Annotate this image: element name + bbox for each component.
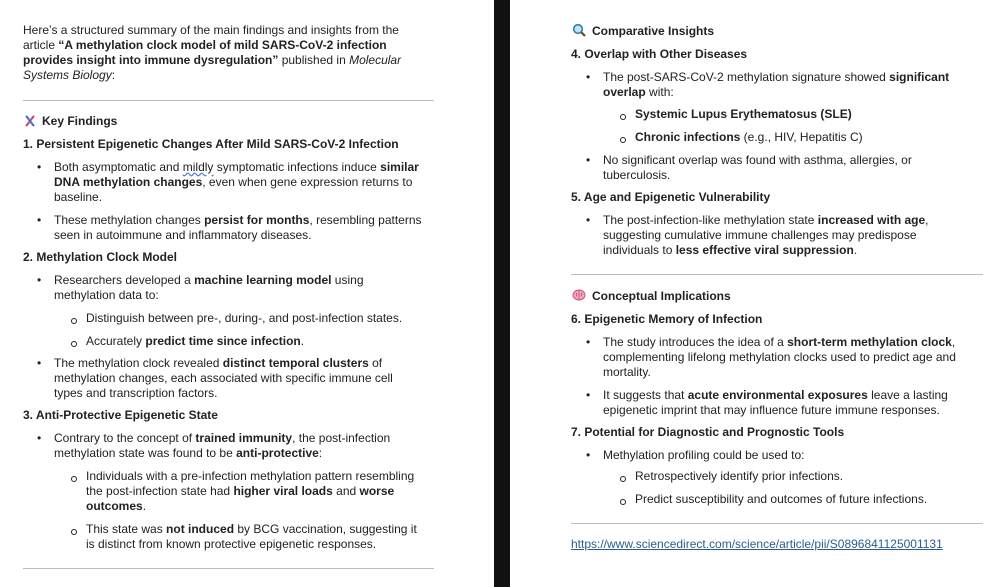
s6-bullet-1-line-2: complementing lifelong methylation clocks used to predict age and: [603, 350, 956, 364]
s2-bullet-2-line-2: methylation changes, each associated with specific immune cell: [54, 371, 393, 385]
s7-sub-2: Predict susceptibility and outcomes of future infections.: [635, 492, 928, 506]
s1-bullet-2-line-2: seen in autoimmune and inflammatory diseases.: [54, 228, 312, 242]
s2-bullet-2-line-3: types and transcription factors.: [54, 386, 218, 400]
sub-bullet-circle: [620, 114, 626, 120]
bullet-dot: •: [37, 160, 42, 174]
s5-bullet-1-line-3: individuals to less effective viral suppression.: [603, 243, 858, 257]
s4-bullet-2-line-1: No significant overlap was found with asthma, allergies, or: [603, 153, 912, 167]
source-link[interactable]: https://www.sciencedirect.com/science/article/pii/S0896841125001131: [571, 537, 943, 551]
s4-bullet-2-line-2: tuberculosis.: [603, 168, 671, 182]
bullet-dot: •: [37, 273, 42, 287]
sub-bullet-circle: [620, 499, 626, 505]
divider-rule: [571, 274, 983, 275]
divider-rule: [571, 523, 983, 524]
comparative-title: Comparative Insights: [592, 24, 715, 38]
pane-divider: [494, 0, 510, 587]
section-7-heading: 7. Potential for Diagnostic and Prognostic Tools: [571, 425, 845, 439]
bullet-dot: •: [37, 356, 42, 370]
intro-line-4: Systems Biology:: [23, 68, 116, 82]
sub-bullet-circle: [620, 476, 626, 482]
s7-sub-1: Retrospectively identify prior infections.: [635, 469, 844, 483]
s4-sub-2: Chronic infections (e.g., HIV, Hepatitis C): [635, 130, 863, 144]
s3-sub-1-line-1: Individuals with a pre-infection methylation pattern resembling: [86, 469, 415, 483]
intro-line-2: article “A methylation clock model of mild SARS-CoV-2 infection: [23, 38, 387, 52]
s1-bullet-1-line-1: Both asymptomatic and mildly symptomatic infections induce similar: [54, 160, 419, 174]
right-document-pane[interactable]: [510, 0, 1000, 587]
s3-sub-2-line-1: This state was not induced by BCG vaccination, suggesting it: [86, 522, 417, 536]
bullet-dot: •: [37, 213, 42, 227]
intro-line-1: Here’s a structured summary of the main findings and insights from the: [23, 23, 399, 37]
s2-bullet-2-line-1: The methylation clock revealed distinct temporal clusters of: [54, 356, 383, 370]
bullet-dot: •: [586, 388, 591, 402]
sub-bullet-circle: [71, 529, 77, 535]
s7-bullet-1: Methylation profiling could be used to:: [603, 448, 805, 462]
s5-bullet-1-line-2: suggesting cumulative immune challenges may predispose: [603, 228, 917, 242]
s6-bullet-2-line-2: epigenetic imprint that may influence future immune responses.: [603, 403, 940, 417]
bullet-dot: •: [586, 335, 591, 349]
s4-sub-1: Systemic Lupus Erythematosus (SLE): [635, 107, 852, 121]
s6-bullet-1-line-3: mortality.: [603, 365, 651, 379]
divider-rule: [23, 100, 434, 101]
left-document-pane[interactable]: [0, 0, 494, 587]
section-1-heading: 1. Persistent Epigenetic Changes After Mild SARS-CoV-2 Infection: [23, 137, 399, 151]
s3-sub-1-line-3: outcomes.: [86, 499, 147, 513]
section-6-heading: 6. Epigenetic Memory of Infection: [571, 312, 763, 326]
bullet-dot: •: [586, 70, 591, 84]
section-4-heading: 4. Overlap with Other Diseases: [571, 47, 748, 61]
dna-icon: [23, 114, 37, 128]
bullet-dot: •: [586, 448, 591, 462]
bullet-dot: •: [586, 153, 591, 167]
s6-bullet-1-line-1: The study introduces the idea of a short-term methylation clock,: [603, 335, 956, 349]
s3-sub-2-line-2: is distinct from known protective epigenetic responses.: [86, 537, 377, 551]
sub-bullet-circle: [71, 341, 77, 347]
section-3-heading: 3. Anti-Protective Epigenetic State: [23, 408, 218, 422]
conceptual-title: Conceptual Implications: [592, 289, 731, 303]
s3-bullet-1-line-2: methylation state was found to be anti-protective:: [54, 446, 323, 460]
s1-bullet-1-line-3: baseline.: [54, 190, 103, 204]
intro-line-3: provides insight into immune dysregulation” published in Molecular: [23, 53, 402, 67]
s3-bullet-1-line-1: Contrary to the concept of trained immunity, the post-infection: [54, 431, 391, 445]
s2-bullet-1-line-1: Researchers developed a machine learning model using: [54, 273, 364, 287]
s1-bullet-1-line-2: DNA methylation changes, even when gene expression returns to: [54, 175, 413, 189]
s5-bullet-1-line-1: The post-infection-like methylation state increased with age,: [603, 213, 929, 227]
bullet-dot: •: [586, 213, 591, 227]
key-findings-title: Key Findings: [42, 114, 118, 128]
section-2-heading: 2. Methylation Clock Model: [23, 250, 178, 264]
s2-sub-1: Distinguish between pre-, during-, and post-infection states.: [86, 311, 403, 325]
s1-bullet-2-line-1: These methylation changes persist for months, resembling patterns: [54, 213, 422, 227]
magnifier-icon: [572, 23, 586, 37]
s2-bullet-1-line-2: methylation data to:: [54, 288, 159, 302]
sub-bullet-circle: [71, 476, 77, 482]
sub-bullet-circle: [71, 318, 77, 324]
s2-sub-2: Accurately predict time since infection.: [86, 334, 305, 348]
s4-bullet-1-line-2: overlap with:: [603, 85, 674, 99]
section-5-heading: 5. Age and Epigenetic Vulnerability: [571, 190, 771, 204]
source-link-row: [571, 537, 943, 552]
divider-rule: [23, 568, 434, 569]
s4-bullet-1-line-1: The post-SARS-CoV-2 methylation signature showed significant: [603, 70, 950, 84]
brain-icon: [572, 288, 586, 302]
s3-sub-1-line-2: the post-infection state had higher viral loads and worse: [86, 484, 395, 498]
bullet-dot: •: [37, 431, 42, 445]
sub-bullet-circle: [620, 137, 626, 143]
s6-bullet-2-line-1: It suggests that acute environmental exposures leave a lasting: [603, 388, 948, 402]
